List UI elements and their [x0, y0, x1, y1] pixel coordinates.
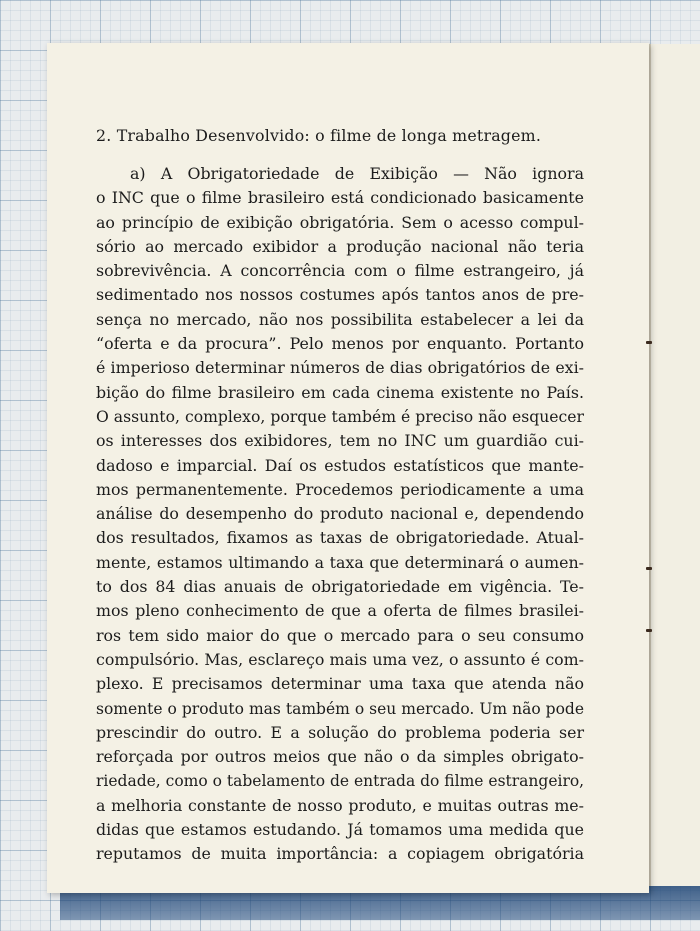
text-line: riedade, como o tabelamento de entrada do filme estrangeiro,	[96, 772, 585, 791]
text-line: compulsório. Mas, esclareço mais uma vez, o assunto é com-	[96, 649, 584, 669]
text-line: é imperioso determinar números de dias obrigatórios de exi-	[96, 358, 584, 378]
text-line: análise do desempenho do produto nacional e, dependendo	[96, 504, 584, 524]
text-line: ao princípio de exibição obrigatória. Sem o acesso compul-	[96, 212, 584, 232]
adjacent-page-edge	[649, 44, 700, 886]
binding-stitch	[646, 567, 652, 570]
text-line: to dos 84 dias anuais de obrigatoriedade em vigência. Te-	[96, 577, 584, 597]
text-line: a) A Obrigatoriedade de Exibição — Não ignora	[130, 164, 584, 183]
document-text	[96, 124, 584, 867]
text-line: dadoso e imparcial. Daí os estudos estatísticos que mante-	[96, 455, 584, 475]
text-line: didas que estamos estudando. Já tomamos uma medida que	[96, 820, 584, 840]
text-line: dos resultados, fixamos as taxas de obrigatoriedade. Atual-	[96, 528, 584, 548]
text-line: O assunto, complexo, porque também é preciso não esquecer	[96, 406, 584, 426]
paragraph	[96, 162, 584, 867]
section-heading: 2. Trabalho Desenvolvido: o filme de longa metragem.	[96, 126, 542, 145]
text-line: somente o produto mas também o seu mercado. Um não pode	[96, 699, 584, 718]
text-line: sedimentado nos nossos costumes após tantos anos de pre-	[96, 285, 584, 305]
text-line: mente, estamos ultimando a taxa que determinará o aumen-	[96, 552, 584, 572]
text-line: os interesses dos exibidores, tem no INC um guardião cui-	[96, 431, 584, 451]
text-line: “oferta e da procura”. Pelo menos por enquanto. Portanto	[96, 334, 584, 354]
binding-stitch	[646, 629, 652, 632]
text-line: mos pleno conhecimento de que a oferta de filmes brasilei-	[96, 601, 584, 621]
text-line: prescindir do outro. E a solução do problema poderia ser	[96, 722, 584, 742]
binding-stitch	[646, 341, 652, 344]
text-line: reforçada por outros meios que não o da simples obrigato-	[96, 747, 584, 767]
text-line: sório ao mercado exibidor a produção nacional não teria	[96, 236, 584, 256]
text-line: a melhoria constante de nosso produto, e muitas outras me-	[96, 795, 584, 815]
text-line: sença no mercado, não nos possibilita estabelecer a lei da	[96, 309, 584, 329]
text-line: mos permanentemente. Procedemos periodicamente a uma	[96, 479, 584, 499]
text-line: reputamos de muita importância: a copiagem obrigatória	[96, 844, 584, 864]
text-line: bição do filme brasileiro em cada cinema existente no País.	[96, 382, 584, 402]
text-line: sobrevivência. A concorrência com o filme estrangeiro, já	[96, 261, 584, 281]
text-line: o INC que o filme brasileiro está condicionado basicamente	[96, 188, 584, 208]
text-line: plexo. E precisamos determinar uma taxa que atenda não	[96, 674, 584, 694]
text-line: ros tem sido maior do que o mercado para o seu consumo	[96, 625, 584, 645]
